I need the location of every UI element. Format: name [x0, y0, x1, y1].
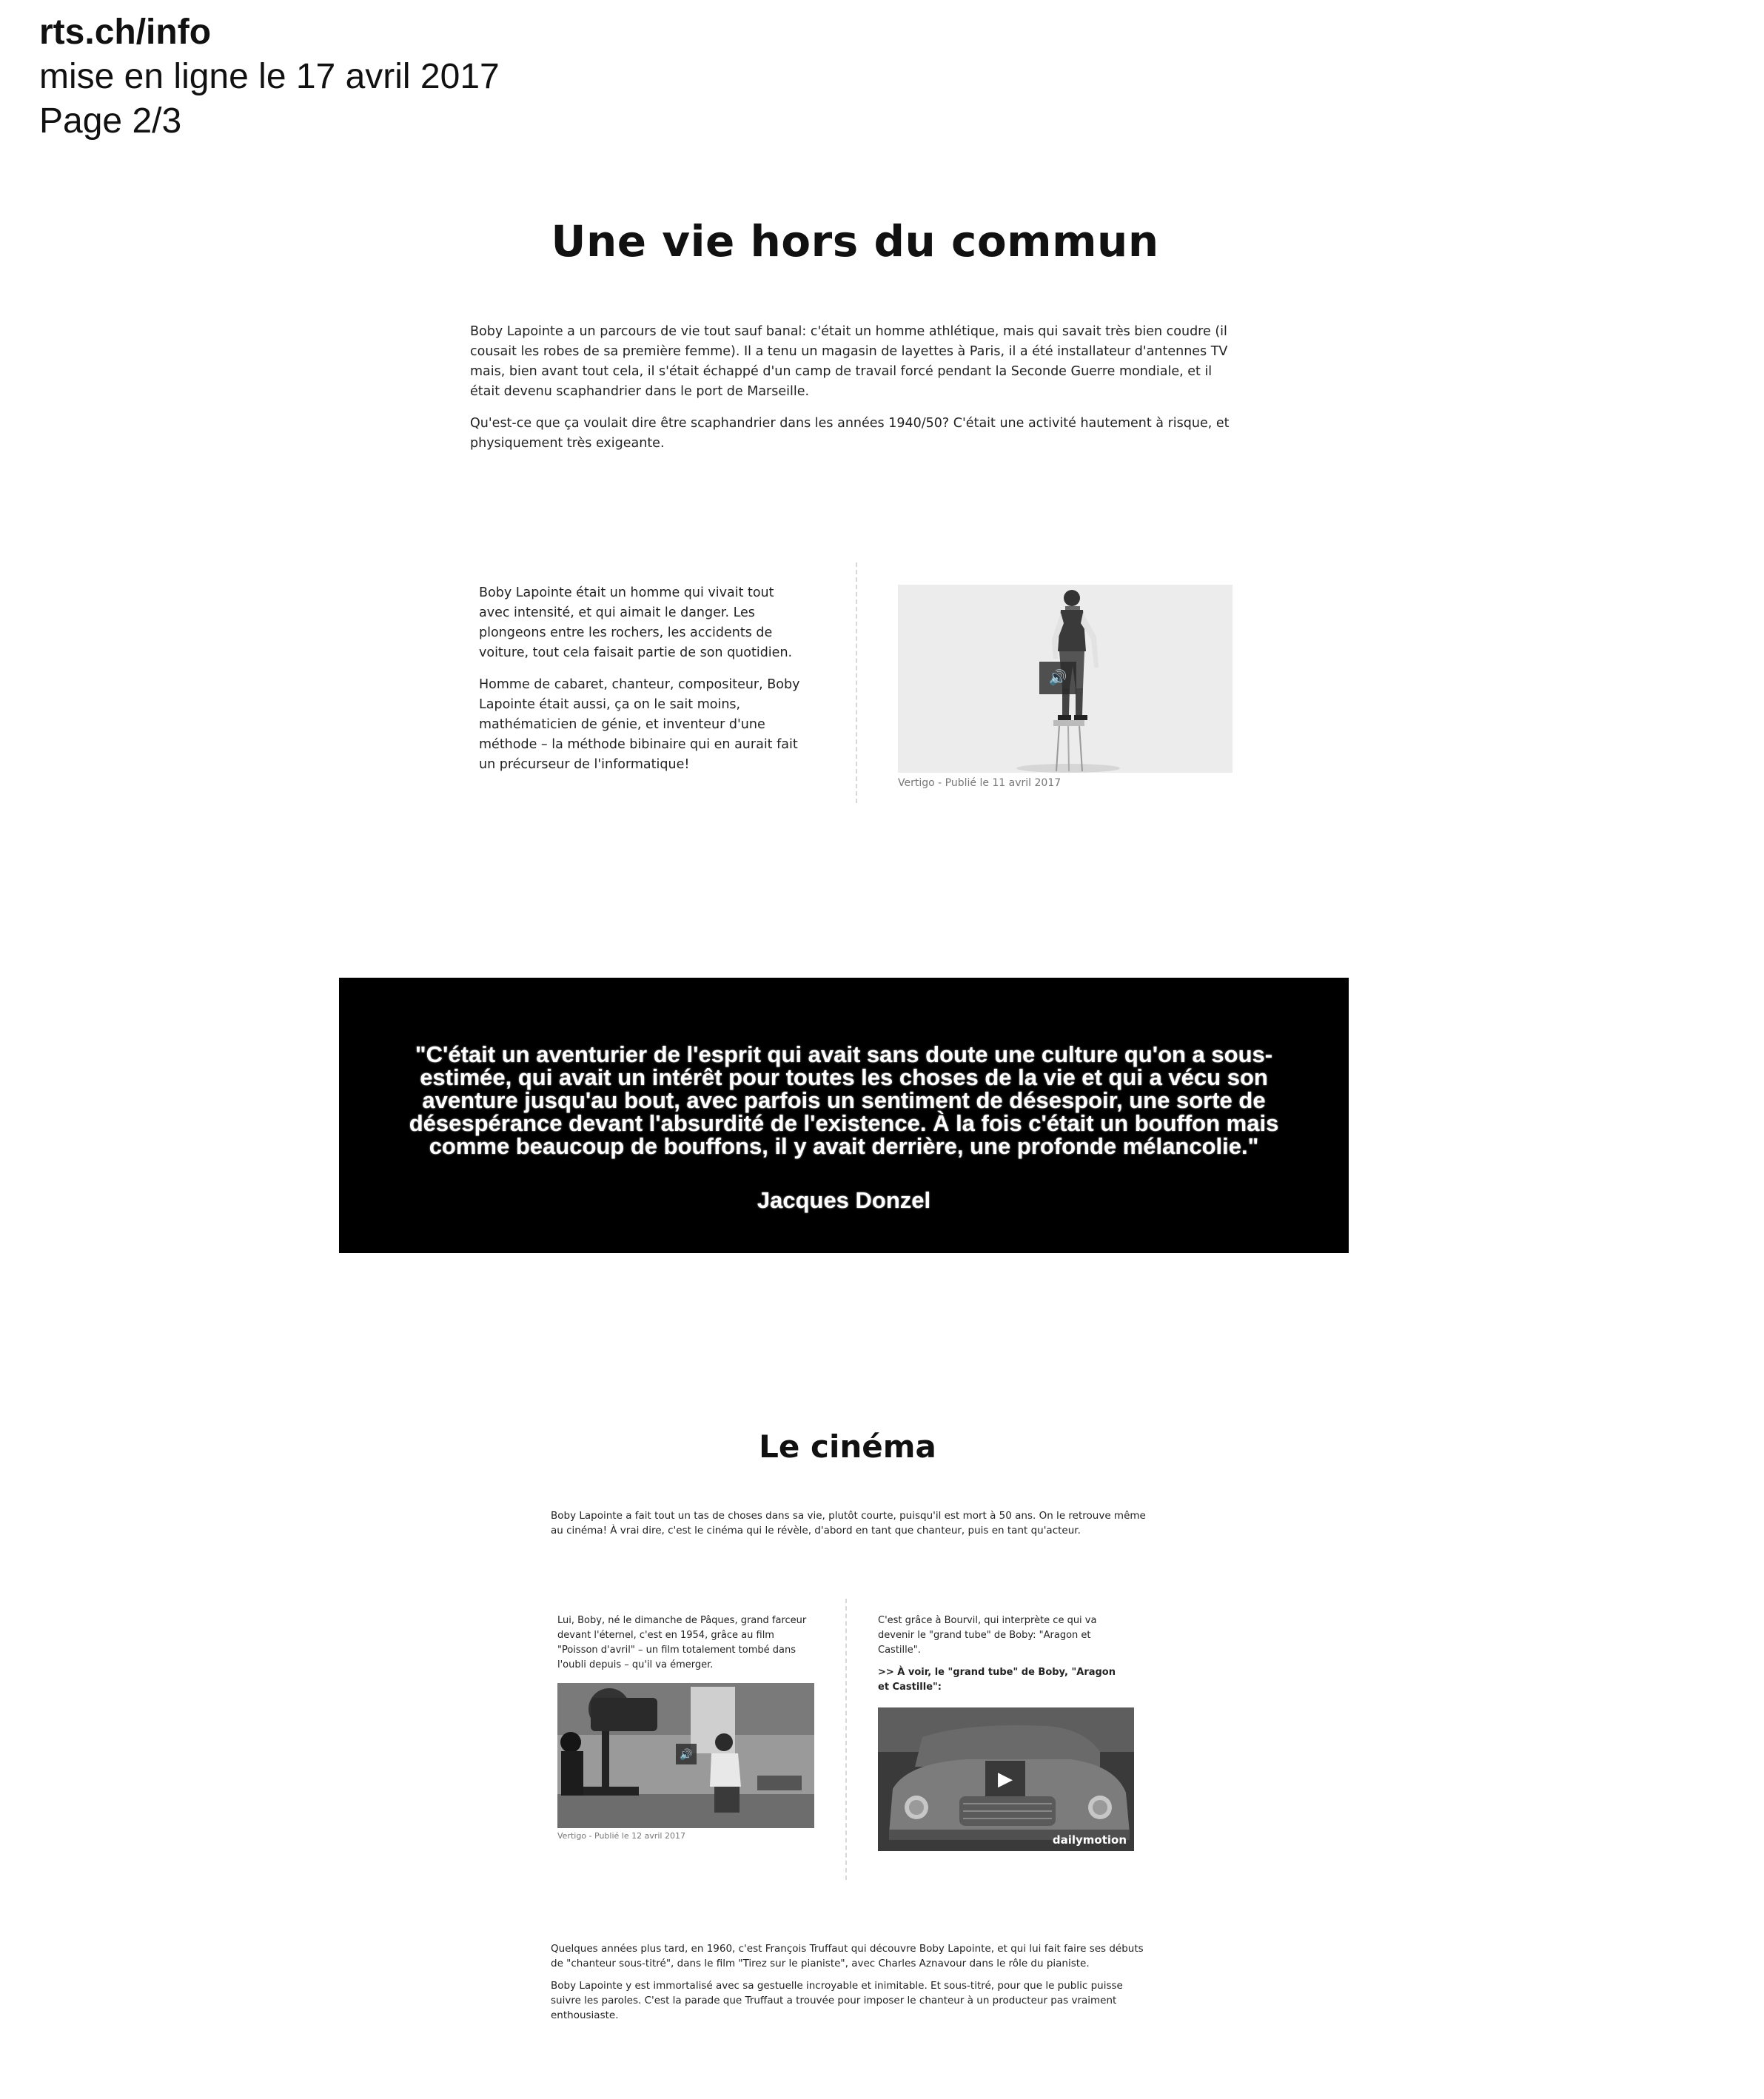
- page-number: Page 2/3: [39, 101, 182, 141]
- site-name: rts.ch/info: [39, 13, 212, 52]
- cinema-left-paragraph: Lui, Boby, né le dimanche de Pâques, grand farceur devant l'éternel, c'est en 1954, grâce au film "Poisson d'avril" – un film totalement tombé dans l'oubli depuis – qu'il va émerger.: [557, 1615, 807, 1670]
- section-title-cinema: Le cinéma: [759, 1428, 936, 1465]
- dailymotion-logo: dailymotion: [1052, 1833, 1127, 1847]
- audio-player-image[interactable]: [898, 585, 1233, 773]
- column-divider: [845, 1599, 847, 1880]
- outro-paragraph-2: Boby Lapointe y est immortalisé avec sa gestuelle incroyable et inimitable. Et sous-titré, pour que le public puisse suivre les paroles. C'est la parade que Truffaut a trouvée pour imposer le chanteur à un producteur pas vraiment enthousiaste.: [551, 1980, 1123, 2021]
- speaker-icon[interactable]: 🔊: [1039, 662, 1076, 694]
- intro-paragraph-2: Qu'est-ce que ça voulait dire être scaphandrier dans les années 1940/50? C'était une activité hautement à risque, et physiquement très exigeante.: [470, 416, 1230, 451]
- video-player[interactable]: [878, 1707, 1134, 1851]
- intro-text: [470, 322, 1240, 466]
- media-caption: Vertigo - Publié le 11 avril 2017: [898, 777, 1062, 789]
- quote-text: "C'était un aventurier de l'esprit qui avait sans doute une culture qu'on a sous-estimée, qui avait un intérêt pour toutes les choses de la vie et qui a vécu son aventure jusqu'au bout, avec parfois un sentiment de désespoir, une sorte de désespérance devant l'absurdité de l'existence. À la fois c'était un bouffon mais comme beaucoup de bouffons, il y avait derrière, une profonde mélancolie.": [409, 1041, 1279, 1159]
- cinema-right-paragraph: C'est grâce à Bourvil, qui interprète ce qui va devenir le "grand tube" de Boby: "Aragon et Castille".: [878, 1615, 1097, 1656]
- cinema-intro: Boby Lapointe a fait tout un tas de choses dans sa vie, plutôt courte, puisqu'il est mort à 50 ans. On le retrouve même au cinéma! À vrai dire, c'est le cinéma qui le révèle, d'abord en tant que chanteur, puis en tant qu'acteur.: [551, 1510, 1146, 1537]
- cinema-left-column: [557, 1613, 816, 1680]
- cinema-outro: [551, 1941, 1150, 2030]
- outro-paragraph-1: Quelques années plus tard, en 1960, c'est François Truffaut qui découvre Boby Lapointe, et qui lui fait faire ses débuts de "chanteur sous-titré", dans le film "Tirez sur le pianiste", avec Charles Aznavour dans le rôle du pianiste.: [551, 1943, 1144, 1969]
- column-divider: [856, 562, 857, 803]
- left-paragraph-2: Homme de cabaret, chanteur, compositeur, Boby Lapointe était aussi, ça on le sait moins, mathématicien de génie, et inventeur d'une méthode – la méthode bibinaire qui en aurait fait un précurseur de l'informatique!: [479, 677, 800, 772]
- intro-paragraph: Boby Lapointe a un parcours de vie tout sauf banal: c'était un homme athlétique, mais qui savait très bien coudre (il cousait les robes de sa première femme). Il a tenu un magasin de layettes à Paris, il a été installateur d'antennes TV mais, bien avant tout cela, il s'était échappé d'un camp de travail forcé pendant la Seconde Guerre mondiale, et il était devenu scaphandrier dans le port de Marseille.: [470, 324, 1228, 399]
- quote-author: Jacques Donzel: [757, 1187, 931, 1213]
- quote-block: [339, 978, 1349, 1253]
- speaker-icon[interactable]: 🔊: [676, 1744, 697, 1764]
- play-icon[interactable]: ▶: [985, 1761, 1025, 1796]
- video-link-text[interactable]: >> À voir, le "grand tube" de Boby, "Aragon et Castille":: [878, 1667, 1116, 1693]
- left-paragraph-1: Boby Lapointe était un homme qui vivait tout avec intensité, et qui aimait le danger. Les plongeons entre les rochers, les accidents de voiture, tout cela faisait partie de son quotidien.: [479, 585, 793, 660]
- film-caption: Vertigo - Publié le 12 avril 2017: [557, 1831, 685, 1841]
- cinema-right-column: [878, 1613, 1130, 1702]
- publish-date: mise en ligne le 17 avril 2017: [39, 57, 500, 96]
- section-title-vie: Une vie hors du commun: [551, 216, 1159, 266]
- film-still-image[interactable]: [557, 1683, 814, 1828]
- left-column-text: [479, 583, 805, 787]
- page-header: [39, 10, 500, 144]
